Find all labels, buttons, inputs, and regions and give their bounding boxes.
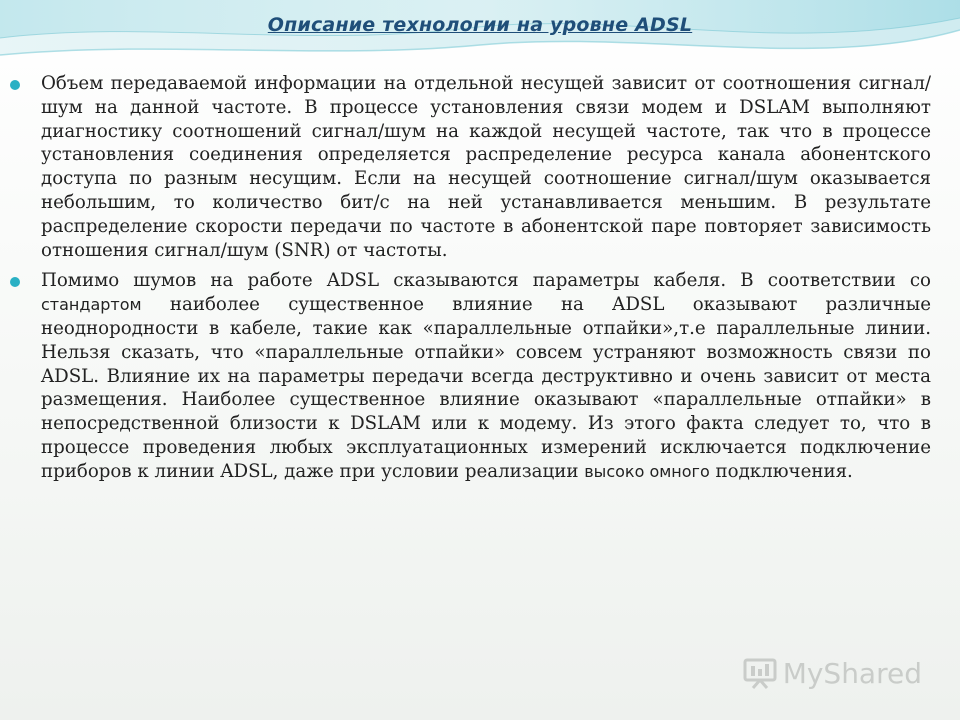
presentation-icon — [743, 656, 777, 690]
bullet-text: Помимо шумов на работе ADSL сказываются параметры кабеля. В соответствии со — [41, 270, 931, 292]
bullet-text-sans: высоко омного — [584, 461, 710, 481]
watermark-text: MyShared — [782, 656, 922, 690]
bullet-text: подключения. — [709, 460, 853, 482]
bullet-text: наиболее существенное влияние на ADSL оказывают различные неоднородности в кабеле, такие как «параллельные отпайки»,т.е параллельные линии. Нельзя сказать, что «параллельные отпайки» совсем устраняют возможность связи по ADSL. Влияние их на параметры передачи всегда деструктивно и очень зависит от места размещения. Наиболее существенное влияние оказывают «параллельные отпайки» в непосредственной близости к DSLAM или к модему. Из этого факта следует то, что в процессе проведения любых эксплуатационных измерений исключается подключение приборов к линии ADSL, даже при условии реализации — [41, 294, 931, 482]
watermark-logo — [743, 656, 922, 690]
bullet-dot-icon — [10, 277, 20, 287]
bullet-text: Объем передаваемой информации на отдельной несущей зависит от соотношения сигнал/шум на данной частоте. В процессе установления связи модем и DSLAM выполняют диагностику соотношений сигнал/шум на каждой несущей частоте, так что в процессе установления соединения определяется распределение ресурса канала абонентского доступа по разным несущим. Если на несущей соотношение сигнал/шум оказывается небольшим, то количество бит/с на ней устанавливается меньшим. В результате распределение скорости передачи по частоте в абонентской паре повторяет зависимость отношения сигнал/шум (SNR) от частоты. — [41, 73, 931, 261]
bullet-item — [38, 72, 931, 262]
bullet-text-sans: стандартом — [41, 295, 142, 315]
bullet-list — [38, 72, 931, 491]
bullet-item — [38, 269, 931, 483]
bullet-dot-icon — [10, 80, 20, 90]
slide-title: Описание технологии на уровне ADSL — [267, 14, 693, 36]
